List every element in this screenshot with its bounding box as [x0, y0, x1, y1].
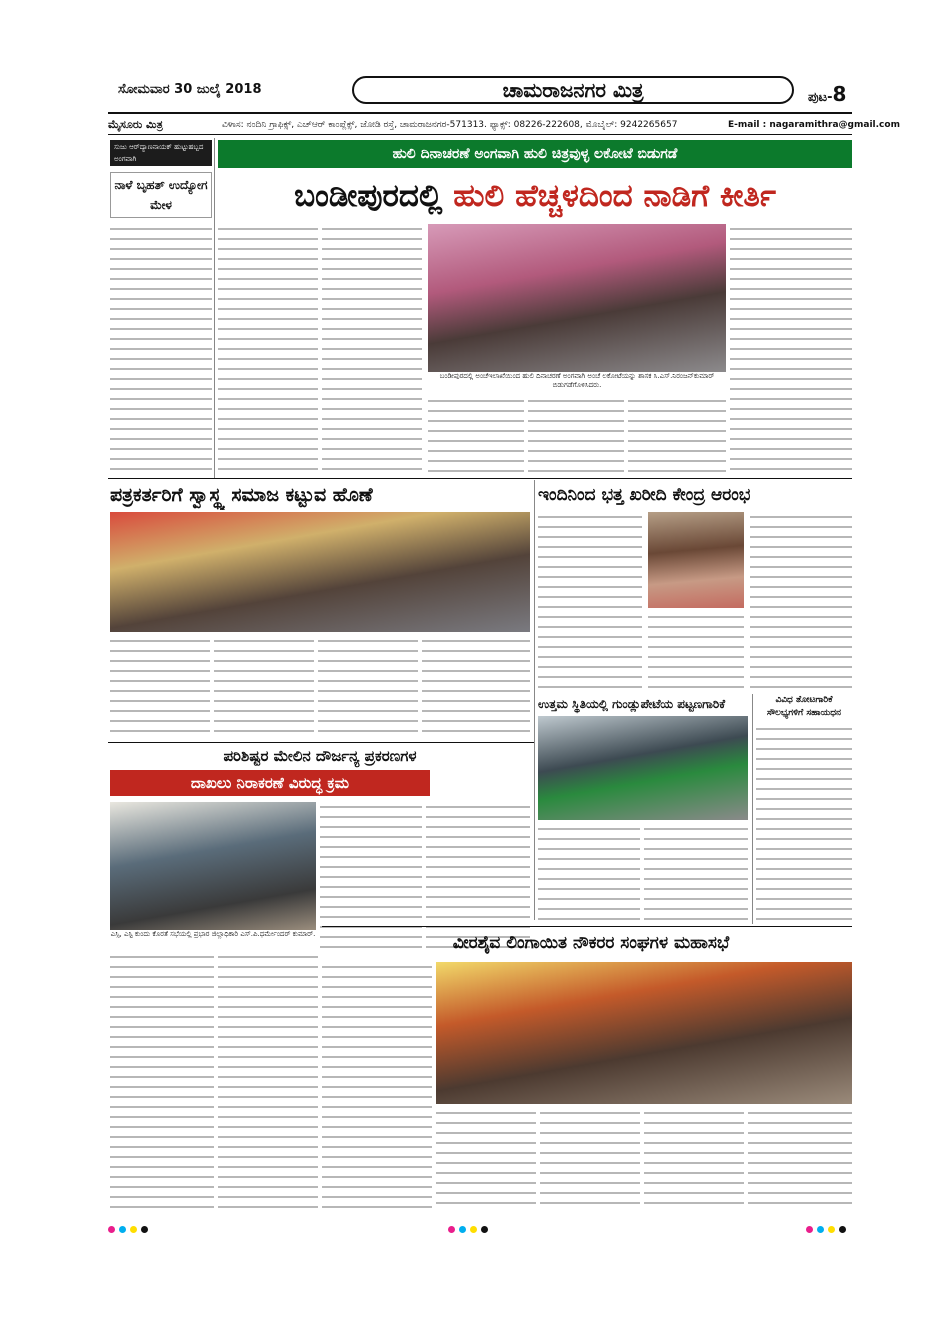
lead-text-col-3	[428, 396, 524, 474]
story3-text-col-2	[648, 612, 744, 692]
side-article-text	[110, 224, 212, 474]
side-headline: ನಾಳೆ ಬೃಹತ್ ಉದ್ಯೋಗ ಮೇಳ	[110, 172, 212, 218]
story7-text-col-2	[436, 1108, 536, 1212]
section-rule	[108, 478, 852, 479]
color-registration-marks	[448, 1218, 492, 1237]
color-registration-marks	[806, 1218, 850, 1237]
story7-photo	[436, 962, 852, 1104]
lead-text-col-6	[730, 224, 852, 474]
story4-photo	[110, 802, 316, 930]
lead-text-col-4	[528, 396, 624, 474]
story4-text-col-4	[218, 952, 318, 1212]
sub-masthead: ಮೈಸೂರು ಮಿತ್ರ	[108, 118, 163, 131]
story6-text	[756, 724, 852, 924]
story5-headline: ಉತ್ತಮ ಸ್ಥಿತಿಯಲ್ಲಿ ಗುಂಡ್ಲುಪೇಟೆಯ ಪಟ್ಟಣಗಾರಿಕೆ	[538, 697, 726, 711]
story7-text-col-4	[644, 1108, 744, 1212]
story2-text-col-1	[110, 636, 210, 736]
color-registration-marks	[108, 1218, 152, 1237]
lead-headline-black: ಬಂಡೀಪುರದಲ್ಲಿ	[294, 178, 454, 214]
story7-headline: ವೀರಶೈವ ಲಿಂಗಾಯಿತ ನೌಕರರ ಸಂಘಗಳ ಮಹಾಸಭೆ	[452, 933, 730, 953]
lead-banner: ಹುಲಿ ದಿನಾಚರಣೆ ಅಂಗವಾಗಿ ಹುಲಿ ಚಿತ್ರವುಳ್ಳ ಲಕೋಟೆ ಬಿಡುಗಡೆ	[218, 140, 852, 168]
section-rule	[108, 742, 534, 743]
issue-date: ಸೋಮವಾರ 30 ಜುಲೈ 2018	[118, 82, 262, 97]
lead-text-col-5	[628, 396, 726, 474]
story5-text-col-2	[644, 824, 748, 924]
lead-text-col-2	[322, 224, 422, 474]
story3-photo	[648, 512, 744, 608]
masthead: ಚಾಮರಾಜನಗರ ಮಿತ್ರ	[352, 76, 794, 104]
story4-headline-line2: ದಾಖಲು ನಿರಾಕರಣೆ ವಿರುದ್ಧ ಕ್ರಮ	[110, 770, 430, 796]
lead-photo-caption: ಬಂಡೀಪುರದಲ್ಲಿ ಅಂಚೆಇಲಾಖೆಯಿಂದ ಹುಲಿ ದಿನಾಚರಣೆ ಅಂಗವಾಗಿ ಅಂಚೆ ಲಕೋಟೆಯನ್ನು ಶಾಸಕ ಸಿ.ಎಸ್.ನಿರಂಜನ್‌ಕುಮಾರ್ ಬಿಡುಗಡೆಗೊಳಿಸಿದರು.	[428, 372, 726, 392]
header-rule	[108, 112, 852, 114]
story4-text-col-3	[110, 952, 214, 1212]
column-divider	[534, 480, 535, 920]
lead-headline-red: ಹುಲಿ ಹೆಚ್ಚಳದಿಂದ ನಾಡಿಗೆ ಕೀರ್ತಿ	[453, 178, 776, 214]
story6-headline: ವಿವಿಧ ತೋಟಗಾರಿಕೆ ಸೌಲಭ್ಯಗಳಿಗೆ ಸಹಾಯಧನ	[766, 695, 842, 718]
lead-photo	[428, 224, 726, 372]
subheader-rule	[108, 134, 852, 135]
page-label: ಪುಟ-	[808, 90, 833, 105]
story5-photo	[538, 716, 748, 820]
story2-headline: ಪತ್ರಕರ್ತರಿಗೆ ಸ್ವಾಸ್ಥ್ಯ ಸಮಾಜ ಕಟ್ಟುವ ಹೊಣೆ	[110, 484, 373, 506]
section-rule	[322, 926, 852, 927]
email-line: E-mail : nagaramithra@gmail.com	[728, 120, 900, 130]
story3-text-col-1	[538, 512, 642, 692]
story2-text-col-3	[318, 636, 418, 736]
story3-headline: ಇಂದಿನಿಂದ ಭತ್ತ ಖರೀದಿ ಕೇಂದ್ರ ಆರಂಭ	[538, 485, 751, 505]
story7-text-col-3	[540, 1108, 640, 1212]
lead-text-col-1	[218, 224, 318, 474]
story2-text-col-2	[214, 636, 314, 736]
side-kicker: ಸುಜು ಆರ್‌ದ್ಯಾಣನಾಯಕ್ ಹುಟ್ಟುಹಬ್ಬದ ಅಂಗವಾಗಿ	[110, 140, 212, 166]
column-divider	[214, 138, 215, 478]
story5-text-col-1	[538, 824, 640, 924]
story4-photo-caption: ಎಸ್ಸಿ, ಎಸ್ಟಿ ಕುಂದು ಕೊರತೆ ಸಭೆಯಲ್ಲಿ ಪ್ರಭಾರ ಜಿಲ್ಲಾಧಿಕಾರಿ ಎಸ್.ಪಿ.ಧರ್ಮೇಂದರ್ ಕುಮಾರ್.	[110, 930, 316, 948]
story2-photo	[110, 512, 530, 632]
lead-headline	[218, 172, 852, 220]
page-number	[808, 82, 846, 106]
story4-headline-line1: ಪರಿಶಿಷ್ಟರ ಮೇಲಿನ ದೌರ್ಜನ್ಯ ಪ್ರಕರಣಗಳ	[223, 747, 417, 765]
story3-text-col-3	[750, 512, 852, 692]
address-line: ವಿಳಾಸ: ನಂದಿನಿ ಗ್ರಾಫಿಕ್ಸ್, ಎಚ್‌ಆರ್ ಕಾಂಪ್ಲೆಕ್ಸ್, ಜೋಡಿ ರಸ್ತೆ, ಚಾಮರಾಜನಗರ-571313. ಫ್ಯಾಕ್ಸ್: 08226-222608, ಮೊಬೈಲ್: 9242265657	[222, 120, 678, 130]
column-divider	[752, 694, 753, 924]
story2-text-col-4	[422, 636, 530, 736]
story7-text-col-1	[322, 962, 432, 1212]
page-number-value: 8	[832, 82, 847, 106]
story7-text-col-5	[748, 1108, 852, 1212]
